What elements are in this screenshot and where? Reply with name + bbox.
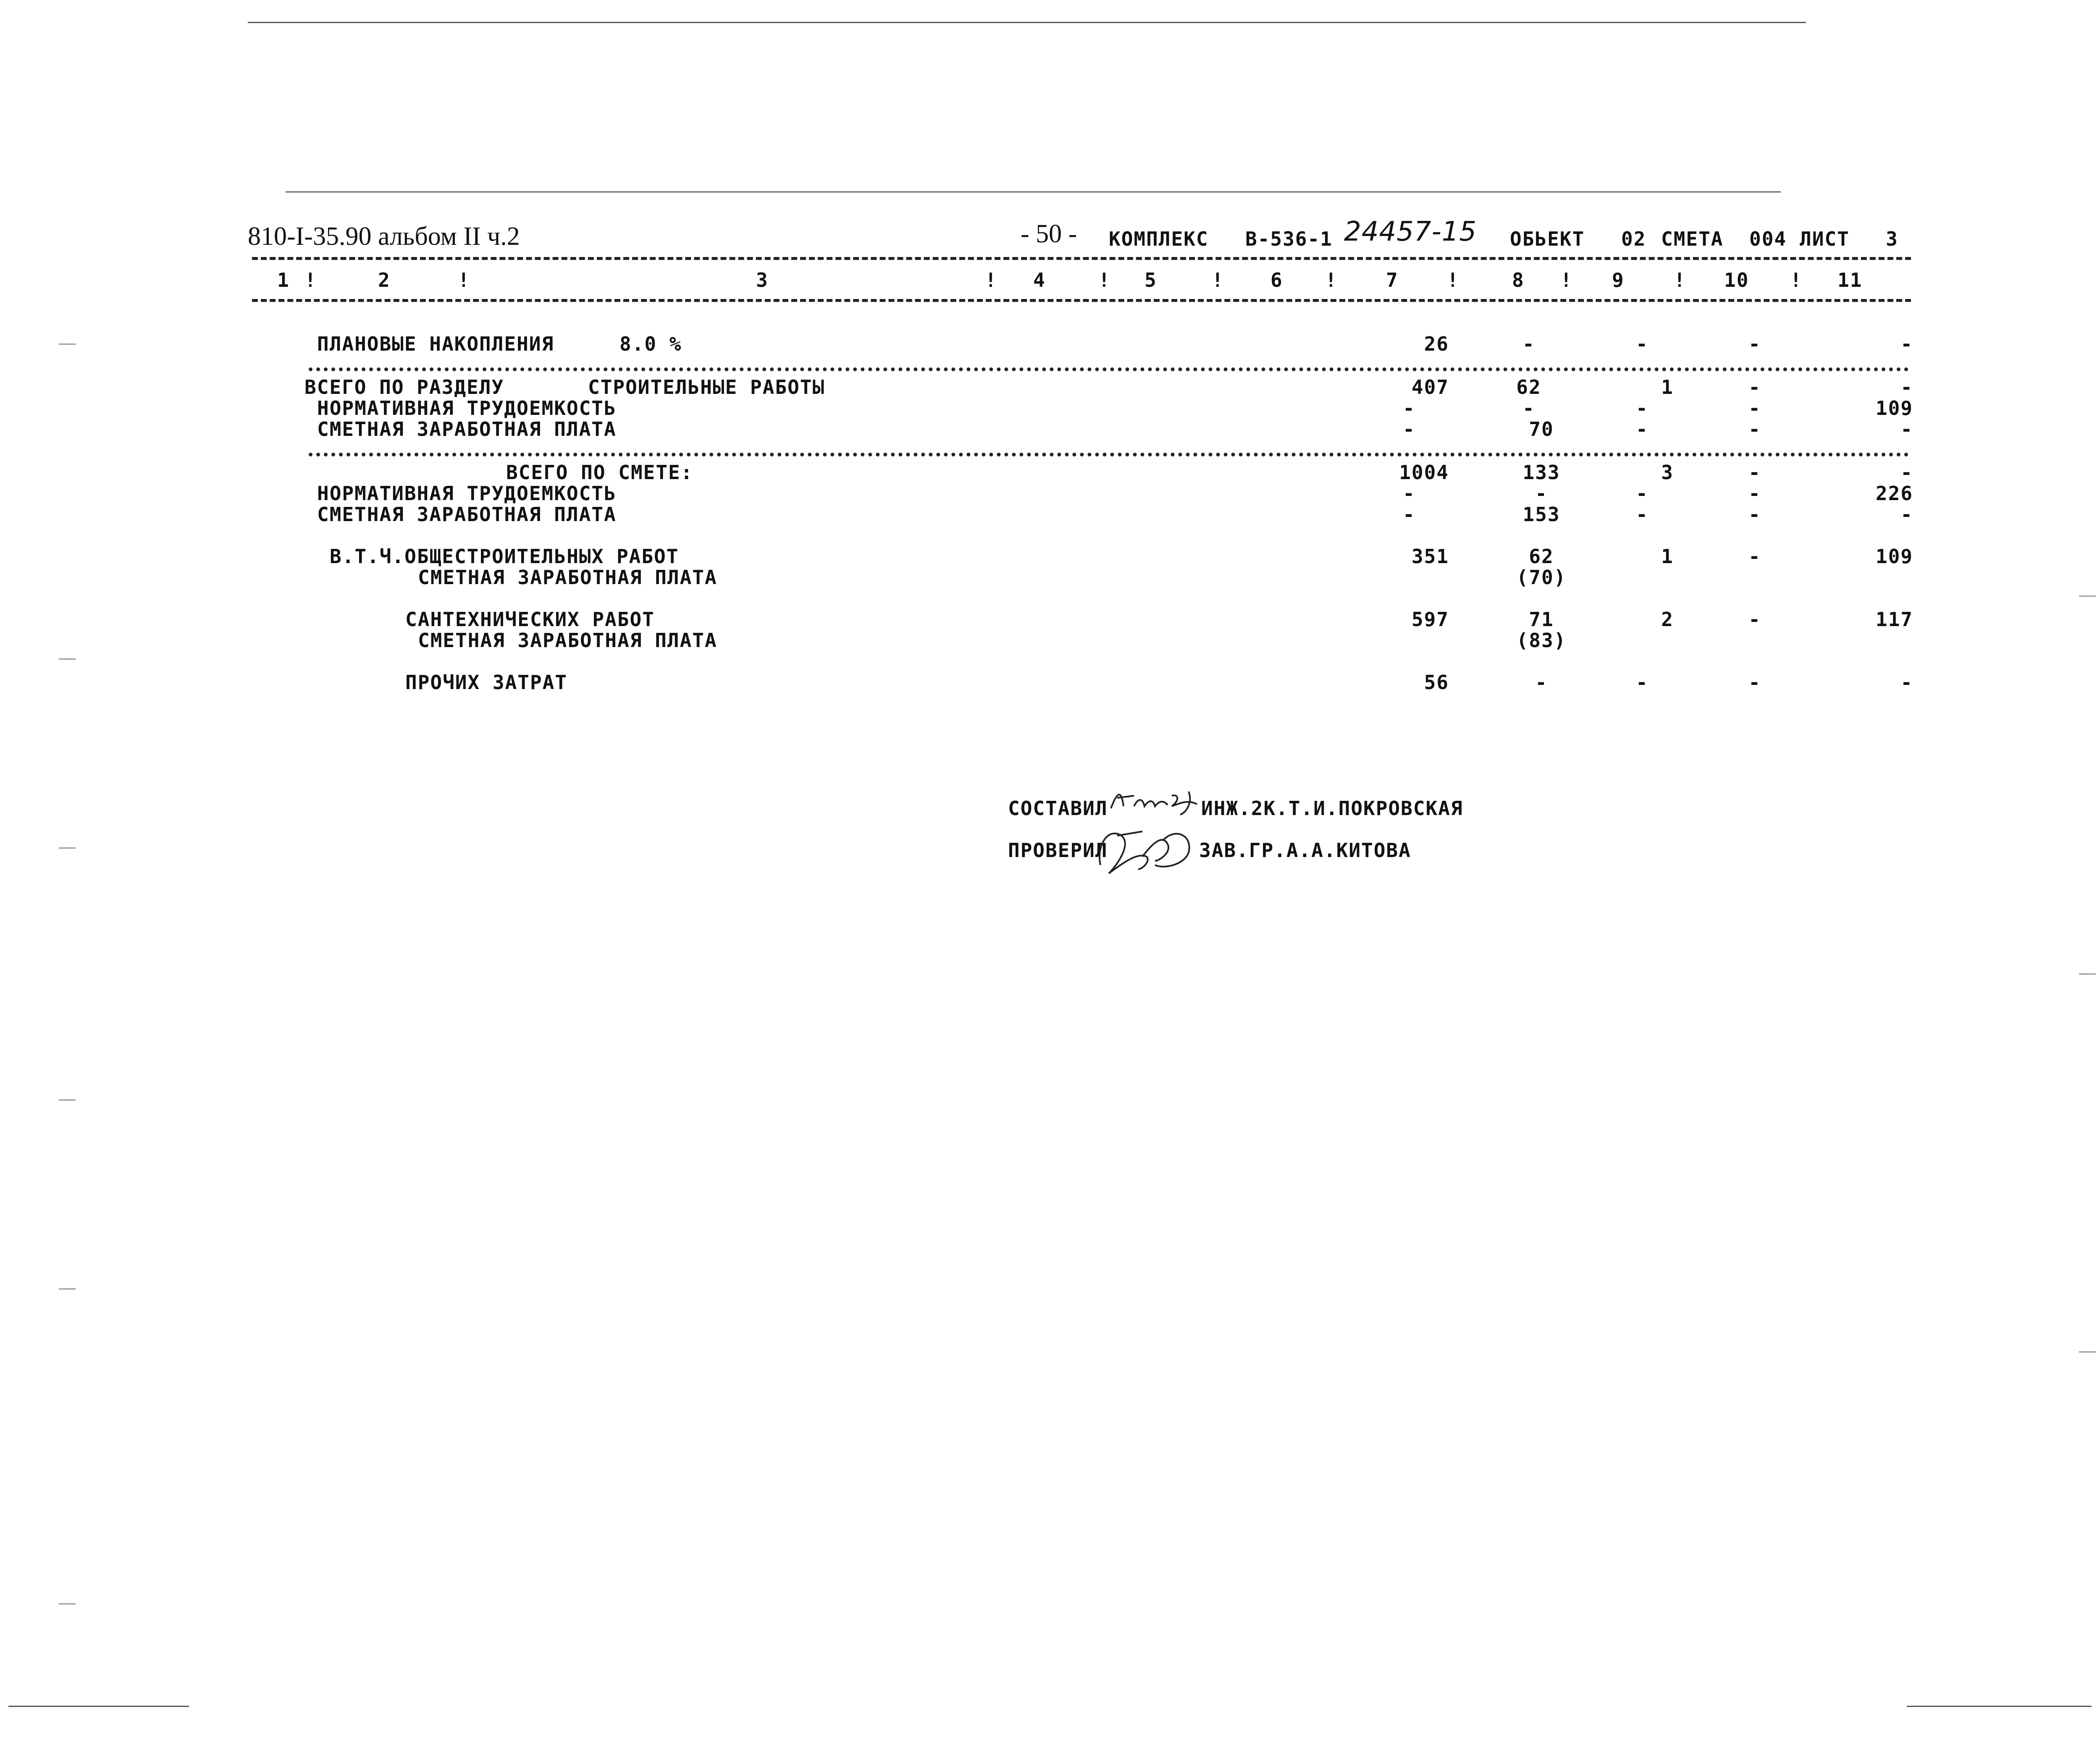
margin-mark <box>59 847 76 849</box>
column-separator: ! <box>1790 269 1803 291</box>
column-separator: ! <box>458 269 470 291</box>
estimate-number: 004 <box>1749 228 1787 250</box>
bottom-scan-line-right <box>1907 1706 2092 1707</box>
section-separator <box>309 367 1909 371</box>
margin-mark <box>2079 1351 2096 1353</box>
cell-col8: - <box>1535 482 1548 505</box>
row-label: НОРМАТИВНАЯ ТРУДОЕМКОСТЬ <box>317 397 617 419</box>
cell-col7: 56 <box>1424 671 1449 694</box>
margin-mark <box>59 1288 76 1290</box>
cell-col10: - <box>1748 397 1761 419</box>
handwritten-code: 24457-15 <box>1344 216 1477 247</box>
checked-by-label: ПРОВЕРИЛ <box>1008 839 1108 862</box>
compiled-signature <box>1109 783 1205 817</box>
cell-col8: (83) <box>1516 629 1567 652</box>
cell-col11: 117 <box>1875 608 1913 631</box>
row-label: СМЕТНАЯ ЗАРАБОТНАЯ ПЛАТА <box>317 503 617 526</box>
cell-col7: - <box>1403 397 1415 419</box>
top-scan-line <box>248 22 1806 23</box>
cell-col8: 62 <box>1516 376 1541 399</box>
row-label: ПЛАНОВЫЕ НАКОПЛЕНИЯ <box>317 333 554 355</box>
object-label: ОБЬЕКТ <box>1510 228 1585 250</box>
cell-col8: 71 <box>1529 608 1554 631</box>
column-separator: ! <box>1098 269 1111 291</box>
row-label: СМЕТНАЯ ЗАРАБОТНАЯ ПЛАТА <box>418 566 717 589</box>
total-label: ВСЕГО ПО СМЕТЕ: <box>506 461 693 484</box>
row-label: ВСЕГО ПО РАЗДЕЛУ <box>304 376 504 399</box>
cell-col8: 153 <box>1522 503 1560 526</box>
column-separator: ! <box>1447 269 1460 291</box>
cell-col7: 407 <box>1411 376 1449 399</box>
row-label: САНТЕХНИЧЕСКИХ РАБОТ <box>405 608 655 631</box>
column-header-10: 10 <box>1724 269 1749 291</box>
row-label: НОРМАТИВНАЯ ТРУДОЕМКОСТЬ <box>317 482 617 505</box>
cell-col11: 226 <box>1875 482 1913 505</box>
cell-col11: 109 <box>1875 545 1913 568</box>
sheet-label: ЛИСТ <box>1800 228 1850 250</box>
header-rule-bottom <box>252 299 1911 302</box>
column-separator: ! <box>304 269 317 291</box>
cell-col11: - <box>1900 333 1913 355</box>
page-number: - 50 - <box>1021 220 1077 248</box>
estimate-label: СМЕТА <box>1661 228 1724 250</box>
margin-mark <box>59 1099 76 1101</box>
bottom-scan-line-left <box>8 1706 189 1707</box>
cell-col9: 1 <box>1661 376 1674 399</box>
cell-col8: - <box>1535 671 1548 694</box>
column-header-4: 4 <box>1033 269 1046 291</box>
margin-mark <box>2079 595 2096 597</box>
cell-col7: 26 <box>1424 333 1449 355</box>
row-label: В.Т.Ч.ОБЩЕСТРОИТЕЛЬНЫХ РАБОТ <box>330 545 679 568</box>
sheet-number: 3 <box>1886 228 1898 250</box>
cell-col9: - <box>1636 418 1648 440</box>
checked-by-title: ЗАВ.ГР.А.А.КИТОВА <box>1199 839 1411 862</box>
cell-col10: - <box>1748 461 1761 484</box>
cell-col8: 133 <box>1522 461 1560 484</box>
cell-col8: - <box>1522 333 1535 355</box>
margin-mark <box>59 1603 76 1605</box>
cell-col7: - <box>1403 482 1415 505</box>
cell-col7: 597 <box>1411 608 1449 631</box>
cell-col11: - <box>1900 503 1913 526</box>
cell-col8: (70) <box>1516 566 1567 589</box>
object-number: 02 <box>1621 228 1646 250</box>
cell-col11: - <box>1900 376 1913 399</box>
header-scan-line <box>286 191 1781 193</box>
column-header-2: 2 <box>378 269 391 291</box>
column-header-7: 7 <box>1386 269 1399 291</box>
row-label: СМЕТНАЯ ЗАРАБОТНАЯ ПЛАТА <box>317 418 617 440</box>
margin-mark <box>59 343 76 345</box>
cell-col10: - <box>1748 671 1761 694</box>
row-extra: 8.0 % <box>620 333 682 355</box>
cell-col9: - <box>1636 482 1648 505</box>
margin-mark <box>2079 973 2096 975</box>
row-extra: СТРОИТЕЛЬНЫЕ РАБОТЫ <box>588 376 825 399</box>
compiled-by-label: СОСТАВИЛ <box>1008 797 1108 820</box>
cell-col11: - <box>1900 418 1913 440</box>
cell-col8: - <box>1522 397 1535 419</box>
cell-col10: - <box>1748 482 1761 505</box>
complex-code: В-536-1 <box>1245 228 1333 250</box>
cell-col10: - <box>1748 333 1761 355</box>
cell-col10: - <box>1748 418 1761 440</box>
cell-col11: - <box>1900 461 1913 484</box>
cell-col9: 3 <box>1661 461 1674 484</box>
checked-signature <box>1092 819 1201 886</box>
column-header-11: 11 <box>1838 269 1863 291</box>
cell-col9: 1 <box>1661 545 1674 568</box>
cell-col11: - <box>1900 671 1913 694</box>
cell-col9: - <box>1636 503 1648 526</box>
row-label: ПРОЧИХ ЗАТРАТ <box>405 671 568 694</box>
cell-col9: - <box>1636 671 1648 694</box>
cell-col9: - <box>1636 333 1648 355</box>
row-label: СМЕТНАЯ ЗАРАБОТНАЯ ПЛАТА <box>418 629 717 652</box>
compiled-by-title: ИНЖ.2К.Т.И.ПОКРОВСКАЯ <box>1201 797 1463 820</box>
album-code: 810-I-35.90 альбом II ч.2 <box>248 222 520 251</box>
complex-label: КОМПЛЕКС <box>1109 228 1209 250</box>
cell-col10: - <box>1748 503 1761 526</box>
cell-col9: - <box>1636 397 1648 419</box>
cell-col10: - <box>1748 376 1761 399</box>
cell-col8: 62 <box>1529 545 1554 568</box>
cell-col10: - <box>1748 545 1761 568</box>
column-header-5: 5 <box>1144 269 1157 291</box>
column-separator: ! <box>1325 269 1338 291</box>
column-separator: ! <box>1212 269 1224 291</box>
header-rule-top <box>252 257 1911 260</box>
cell-col7: - <box>1403 418 1415 440</box>
cell-col9: 2 <box>1661 608 1674 631</box>
column-header-8: 8 <box>1512 269 1525 291</box>
margin-mark <box>59 658 76 660</box>
section-separator <box>309 453 1909 456</box>
cell-col7: - <box>1403 503 1415 526</box>
cell-col7: 351 <box>1411 545 1449 568</box>
cell-col11: 109 <box>1875 397 1913 419</box>
column-header-9: 9 <box>1612 269 1625 291</box>
cell-col8: 70 <box>1529 418 1554 440</box>
column-header-6: 6 <box>1270 269 1283 291</box>
column-separator: ! <box>1560 269 1573 291</box>
column-header-1: 1 <box>277 269 290 291</box>
column-separator: ! <box>1674 269 1686 291</box>
cell-col7: 1004 <box>1399 461 1449 484</box>
cell-col10: - <box>1748 608 1761 631</box>
column-separator: ! <box>985 269 998 291</box>
column-header-3: 3 <box>756 269 769 291</box>
